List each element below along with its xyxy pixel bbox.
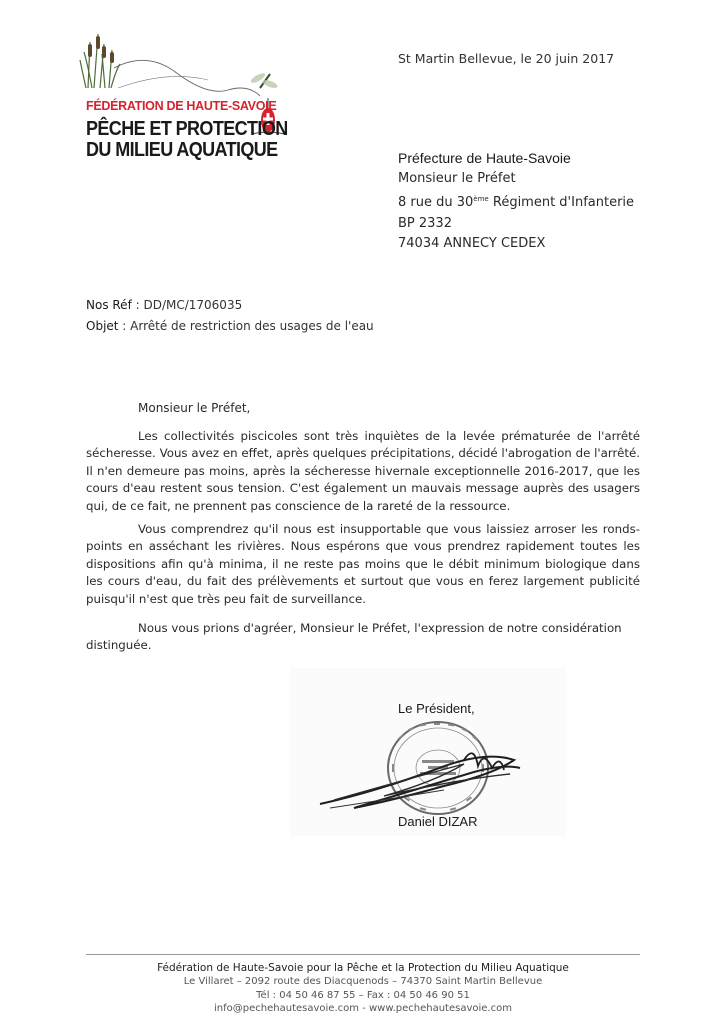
letterhead-logo [86, 99, 288, 160]
addressee-recipient: Monsieur le Préfet [398, 170, 516, 186]
addressee-organization: Préfecture de Haute-Savoie [398, 150, 571, 166]
logo-title-line-1: PÊCHE ET PROTECTION [86, 116, 288, 139]
addressee-po-box: BP 2332 [398, 215, 452, 231]
footer-address: Le Villaret – 2092 route des Diacquenods – 74370 Saint Martin Bellevue [183, 976, 543, 988]
footer-email-web: info@pechehautesavoie.com - www.pechehautesavoie.com [214, 1002, 512, 1014]
signatory-title: Le Président, [398, 701, 475, 716]
footer [86, 962, 640, 1015]
footer-organization: Fédération de Haute-Savoie pour la Pêche et la Protection du Milieu Aquatique [157, 962, 569, 974]
reference-block [86, 295, 374, 337]
body-paragraph: Les collectivités piscicoles sont très inquiètes de la levée prématurée de l'arrêté sécheresse. Vous avez en effet, après quelques précipitations, décidé l'abrogation de l'arrêté. Il n'en demeure pas moins, après la sécheresse hivernale exceptionnelle 2016-2017, que les cours d'eau restent sous tension. C'est également un mauvais message auprès des usagers qui, de ce fait, ne prennent pas conscience de la rareté de la ressource. [86, 429, 640, 513]
footer-divider [86, 954, 640, 955]
logo-federation-line: FÉDÉRATION DE HAUTE-SAVOIE [86, 99, 277, 113]
addressee-block [398, 148, 634, 255]
closing-paragraph: Nous vous prions d'agréer, Monsieur le Préfet, l'expression de notre considération distinguée. [86, 621, 622, 653]
body-paragraph: Vous comprendrez qu'il nous est insupportable que vous laissiez arroser les ronds-points en asséchant les rivières. Nous espérons que vous prendrez rapidement toutes les dispositions afin qu'à minima, il ne reste pas moins que le débit minimum biologique dans les cours d'eau, du fait des prélèvements et surtout que vous en ferez largement publicité puisqu'il n'est que très peu fait de surveillance. [86, 522, 640, 606]
salutation: Monsieur le Préfet, [138, 401, 251, 415]
signatory-name: Daniel DIZAR [398, 814, 478, 829]
logo-title-line-2: DU MILIEU AQUATIQUE [86, 137, 278, 160]
subject-line: Objet : Arrêté de restriction des usages de l'eau [86, 319, 374, 333]
reference-line: Nos Réf : DD/MC/1706035 [86, 298, 243, 312]
addressee-city: 74034 ANNECY CEDEX [398, 236, 546, 251]
letter-date: St Martin Bellevue, le 20 juin 2017 [398, 51, 615, 66]
addressee-street: 8 rue du 30ème Régiment d'Infanterie [398, 195, 635, 210]
footer-phone-fax: Tél : 04 50 46 87 55 – Fax : 04 50 46 90 51 [256, 989, 470, 1001]
handwritten-signature-icon [314, 730, 534, 820]
